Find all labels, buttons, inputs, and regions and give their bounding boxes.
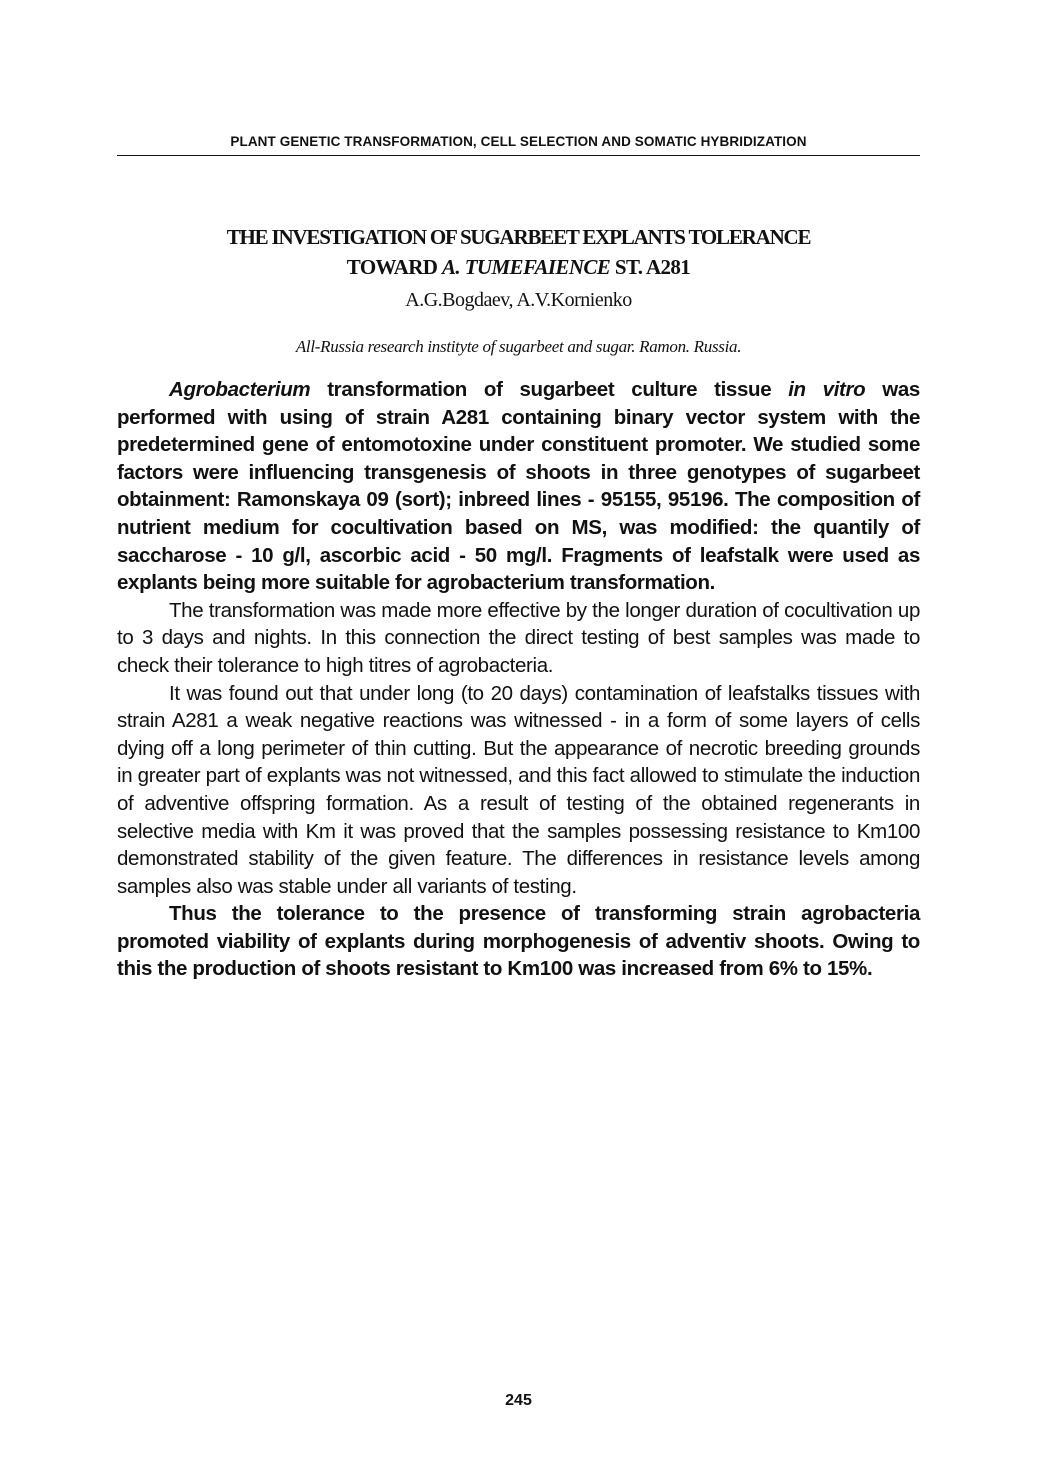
paragraph-1 xyxy=(117,376,920,597)
paragraph-4: Thus the tolerance to the presence of transforming strain agrobacteria promoted viability of explants during morphogenesis of adventiv shoots. Owing to this the production of shoots resistant to Km100 was increased from 6% to 15%. xyxy=(117,902,920,981)
title-line-1: THE INVESTIGATION OF SUGARBEET EXPLANTS TOLERANCE xyxy=(226,225,811,249)
title-line-2-suffix: ST. A281 xyxy=(610,255,691,279)
paragraph-1-italic-mid: in vitro xyxy=(788,378,866,401)
running-header: PLANT GENETIC TRANSFORMATION, CELL SELECTION AND SOMATIC HYBRIDIZATION xyxy=(230,134,807,149)
paragraph-1-italic-start: Agrobacterium xyxy=(169,378,311,401)
title-line-2-prefix: TOWARD xyxy=(346,255,442,279)
paragraph-1-text-a: transformation of sugarbeet culture tissue xyxy=(310,378,789,401)
title-organism: A. TUMEFAIENCE xyxy=(441,255,611,279)
authors: A.G.Bogdaev, A.V.Kornienko xyxy=(405,289,632,311)
abstract-body xyxy=(117,376,920,983)
header-rule xyxy=(117,155,920,156)
title-line-2 xyxy=(117,252,920,282)
page-number: 245 xyxy=(505,1392,532,1409)
paper-title xyxy=(117,222,920,282)
paragraph-2: The transformation was made more effective by the longer duration of cocultivation up to 3 days and nights. In this connection the direct testing of best samples was made to check their tolerance to high titres of agrobacteria. xyxy=(117,598,920,677)
paragraph-1-text-b: was performed with using of strain A281 containing binary vector system with the predetermined gene of entomotoxine under constituent promoter. We studied some factors were influencing transgenesis of shoots in three genotypes of sugarbeet obtainment: Ramonskaya 09 (sort); inbreed lines - 95155, 95196. The composition of nutrient medium for cocultivation based on MS, was modified: the quantily of saccharose - 10 g/l, ascorbic acid - 50 mg/l. Fragments of leafstalk were used as explants being more suitable for agrobacterium transformation. xyxy=(117,378,920,595)
paragraph-3: It was found out that under long (to 20 days) contamination of leafstalks tissues with strain A281 a weak negative reactions was witnessed - in a form of some layers of cells dying off a long perimeter of thin cutting. But the appearance of necrotic breeding grounds in greater part of explants was not witnessed, and this fact allowed to stimulate the induction of adventive offspring formation. As a result of testing of the obtained regenerants in selective media with Km it was proved that the samples possessing resistance to Km100 demonstrated stability of the given feature. The differences in resistance levels among samples also was stable under all variants of testing. xyxy=(117,681,920,898)
affiliation: All-Russia research instityte of sugarbeet and sugar. Ramon. Russia. xyxy=(295,337,742,356)
